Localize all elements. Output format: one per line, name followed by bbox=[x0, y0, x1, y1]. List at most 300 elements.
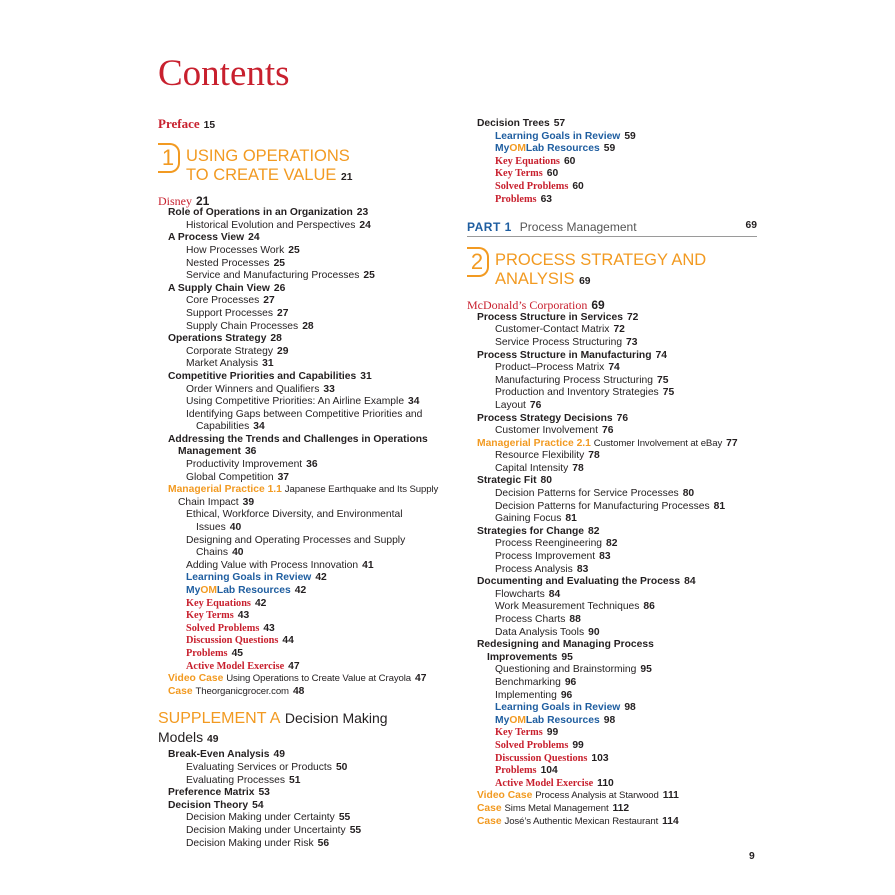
entry-title: Customer-Contact Matrix bbox=[495, 324, 610, 336]
chapter-opener[interactable] bbox=[158, 195, 458, 208]
entry-title: Strategic Fit bbox=[477, 475, 537, 487]
entry-title: Using Competitive Priorities: An Airline Example bbox=[186, 396, 405, 408]
entry-page: 72 bbox=[613, 324, 625, 336]
entry-title: Problems bbox=[186, 647, 228, 659]
entry-title: Management bbox=[178, 446, 241, 458]
feature-label: Case bbox=[477, 802, 502, 814]
entry-page: 28 bbox=[302, 320, 314, 332]
entry-page: 57 bbox=[553, 118, 566, 129]
myomlab-my: My bbox=[495, 714, 510, 726]
entry-page: 44 bbox=[282, 635, 294, 647]
toc-entry[interactable] bbox=[467, 350, 757, 363]
entry-title: Learning Goals in Review bbox=[495, 702, 621, 714]
supplement-title-line1: Decision Making bbox=[284, 710, 388, 727]
feature-label: Managerial Practice 2.1 bbox=[477, 437, 591, 449]
toc-entry[interactable] bbox=[467, 589, 757, 602]
toc-entry[interactable] bbox=[467, 131, 757, 144]
entry-title: Solved Problems bbox=[186, 622, 260, 634]
entry-title: Designing and Operating Processes and Supply bbox=[186, 534, 406, 546]
entry-page: 24 bbox=[359, 219, 371, 231]
toc-entry[interactable] bbox=[158, 560, 458, 573]
entry-title: Decision Patterns for Manufacturing Processes bbox=[495, 500, 710, 512]
entry-page: 81 bbox=[713, 500, 726, 512]
toc-entry[interactable] bbox=[467, 475, 757, 488]
toc-entries bbox=[467, 312, 757, 828]
entry-title: Core Processes bbox=[186, 295, 260, 307]
entry-title: Capabilities bbox=[196, 421, 250, 433]
entry-page: 49 bbox=[273, 749, 285, 761]
toc-entry[interactable] bbox=[467, 614, 757, 627]
toc-entry[interactable] bbox=[467, 601, 757, 614]
entry-page: 99 bbox=[546, 727, 559, 739]
part-label: PART 1 bbox=[467, 220, 512, 235]
toc-entry[interactable] bbox=[158, 409, 458, 422]
entry-title: Process Structure in Services bbox=[477, 311, 623, 323]
chapter-title-line1: PROCESS STRATEGY AND bbox=[495, 251, 707, 270]
chapter-title-line2: ANALYSIS bbox=[495, 270, 575, 289]
entry-page: 29 bbox=[277, 345, 289, 357]
entry-title: Improvements bbox=[487, 651, 558, 663]
entry-title: Customer Involvement at eBay bbox=[593, 437, 723, 449]
entry-title bbox=[495, 143, 600, 154]
entry-title: Process Charts bbox=[495, 614, 566, 625]
entry-title: Key Terms bbox=[495, 168, 543, 180]
entry-title: Chains bbox=[196, 547, 229, 559]
toc-entry[interactable] bbox=[158, 472, 458, 485]
entry-title: Manufacturing Process Structuring bbox=[495, 374, 653, 386]
toc-entry[interactable] bbox=[467, 677, 757, 690]
entry-title: Process Improvement bbox=[495, 551, 596, 563]
entry-page: 40 bbox=[232, 547, 244, 559]
entry-page: 28 bbox=[270, 333, 282, 345]
entry-title: Ethical, Workforce Diversity, and Environmental bbox=[186, 509, 403, 521]
toc-entry[interactable] bbox=[467, 324, 757, 337]
toc-entry[interactable] bbox=[467, 639, 757, 652]
toc-entry[interactable] bbox=[467, 526, 757, 539]
entry-title: Work Measurement Techniques bbox=[495, 601, 640, 613]
entry-page: 47 bbox=[288, 660, 300, 672]
entry-title: Theorganicgrocer.com bbox=[195, 685, 289, 697]
entry-page: 56 bbox=[317, 837, 330, 849]
toc-entry[interactable] bbox=[467, 715, 757, 728]
toc-entry[interactable] bbox=[467, 564, 757, 577]
entry-page: 112 bbox=[612, 802, 630, 814]
toc-entry[interactable] bbox=[158, 396, 458, 409]
entry-page: 77 bbox=[726, 437, 738, 449]
entry-title: Solved Problems bbox=[495, 180, 569, 192]
chapter-2-heading[interactable] bbox=[467, 247, 757, 291]
feature-label: Case bbox=[477, 815, 502, 827]
chapter-number-badge: 1 bbox=[158, 143, 180, 173]
entry-title: Supply Chain Processes bbox=[186, 320, 299, 332]
toc-entry[interactable] bbox=[467, 400, 757, 413]
entry-title: Operations Strategy bbox=[168, 333, 267, 345]
toc-entry[interactable] bbox=[467, 702, 757, 715]
toc-entry[interactable] bbox=[158, 321, 458, 334]
entry-title: Production and Inventory Strategies bbox=[495, 387, 659, 399]
toc-entry[interactable] bbox=[467, 450, 757, 463]
entry-page: 104 bbox=[540, 765, 558, 777]
entry-title: Layout bbox=[495, 399, 526, 411]
toc-entry[interactable] bbox=[158, 547, 458, 560]
entry-title: How Processes Work bbox=[186, 244, 285, 256]
entry-page: 74 bbox=[608, 362, 620, 374]
toc-entry[interactable] bbox=[158, 812, 458, 825]
entry-page: 43 bbox=[263, 622, 275, 634]
toc-entry[interactable] bbox=[158, 509, 458, 522]
toc-entry[interactable] bbox=[467, 362, 757, 375]
entry-page: 36 bbox=[306, 459, 318, 471]
entry-page: 86 bbox=[643, 601, 655, 613]
entry-page: 59 bbox=[624, 130, 636, 142]
entry-page: 39 bbox=[242, 496, 255, 508]
entry-title: Historical Evolution and Perspectives bbox=[186, 219, 356, 231]
entry-page: 76 bbox=[616, 412, 629, 424]
toc-entry[interactable] bbox=[158, 598, 458, 611]
entry-page: 33 bbox=[323, 383, 335, 395]
entry-page: 51 bbox=[289, 774, 301, 786]
toc-entry[interactable] bbox=[158, 572, 458, 585]
entry-title: Decision Patterns for Service Processes bbox=[495, 488, 679, 500]
toc-entry[interactable] bbox=[467, 463, 757, 476]
myomlab-my: My bbox=[186, 585, 201, 596]
entry-title: Solved Problems bbox=[495, 739, 569, 751]
toc-entry[interactable] bbox=[158, 333, 458, 346]
toc-entry[interactable] bbox=[158, 358, 458, 371]
chapter-title-line2: TO CREATE VALUE bbox=[186, 165, 337, 184]
entry-title: Data Analysis Tools bbox=[495, 626, 585, 638]
toc-entry[interactable] bbox=[158, 207, 458, 220]
entry-title: Issues bbox=[196, 522, 226, 534]
entry-page: 31 bbox=[360, 370, 372, 382]
toc-entry[interactable] bbox=[158, 308, 458, 321]
entry-page: 48 bbox=[292, 685, 305, 697]
entry-page: 54 bbox=[252, 799, 264, 811]
supplement-heading[interactable] bbox=[158, 710, 458, 749]
page-title: Contents bbox=[158, 53, 290, 94]
page-number: 9 bbox=[749, 851, 755, 862]
toc-entry[interactable] bbox=[158, 258, 458, 271]
entry-title: Discussion Questions bbox=[186, 635, 279, 647]
entry-title: Problems bbox=[495, 193, 537, 205]
toc-entry[interactable] bbox=[467, 627, 757, 640]
entry-title: Flowcharts bbox=[495, 588, 545, 600]
entry-page: 47 bbox=[415, 673, 427, 685]
entry-title: Product–Process Matrix bbox=[495, 362, 605, 374]
entry-page: 60 bbox=[546, 168, 559, 180]
entry-page: 95 bbox=[561, 651, 573, 663]
entry-title: Support Processes bbox=[186, 307, 273, 319]
entry-title: Discussion Questions bbox=[495, 752, 588, 764]
entry-title: Customer Involvement bbox=[495, 425, 599, 437]
toc-entry[interactable] bbox=[467, 387, 757, 400]
entry-page: 96 bbox=[560, 689, 573, 701]
toc-entry[interactable] bbox=[467, 168, 757, 181]
entry-page: 53 bbox=[258, 787, 270, 799]
part-page: 69 bbox=[745, 220, 757, 232]
entry-title: Using Operations to Create Value at Crayola bbox=[226, 673, 412, 685]
entry-title: A Process View bbox=[168, 232, 245, 244]
entry-page: 23 bbox=[356, 207, 369, 219]
toc-entry[interactable] bbox=[158, 232, 458, 245]
supplement-page: 49 bbox=[207, 734, 219, 746]
feature-label: Video Case bbox=[168, 673, 224, 685]
toc-entry[interactable] bbox=[467, 118, 757, 131]
entry-title: Process Strategy Decisions bbox=[477, 412, 613, 424]
toc-entry[interactable] bbox=[467, 488, 757, 501]
preface-page: 15 bbox=[203, 120, 216, 131]
toc-entry[interactable] bbox=[467, 551, 757, 564]
entry-page: 55 bbox=[338, 812, 351, 824]
feature-label: Video Case bbox=[477, 790, 533, 802]
entry-title: Productivity Improvement bbox=[186, 459, 303, 471]
toc-entry[interactable] bbox=[467, 803, 757, 816]
toc-entry[interactable] bbox=[467, 513, 757, 526]
toc-entry[interactable] bbox=[158, 522, 458, 535]
toc-entry[interactable] bbox=[158, 686, 458, 699]
myomlab-lab: Lab Resources bbox=[216, 585, 291, 596]
entry-page: 75 bbox=[656, 374, 669, 386]
entry-page: 34 bbox=[408, 396, 420, 408]
entry-title: Key Equations bbox=[186, 597, 251, 609]
toc-entry[interactable] bbox=[467, 156, 757, 169]
entry-title: Key Equations bbox=[495, 155, 560, 167]
toc-entry[interactable] bbox=[467, 765, 757, 778]
entry-title: Resource Flexibility bbox=[495, 450, 585, 462]
entry-page: 25 bbox=[273, 257, 286, 269]
entry-title: Decision Making under Uncertainty bbox=[186, 824, 346, 836]
entry-page: 45 bbox=[231, 647, 244, 659]
toc-entry[interactable] bbox=[158, 585, 458, 598]
toc-entry[interactable] bbox=[158, 673, 458, 686]
entry-title: Learning Goals in Review bbox=[495, 130, 621, 142]
entry-title: Process Analysis at Starwood bbox=[535, 790, 659, 802]
entry-page: 63 bbox=[540, 193, 553, 205]
toc-entry[interactable] bbox=[467, 312, 757, 325]
toc-entry[interactable] bbox=[158, 484, 458, 497]
entry-page: 78 bbox=[588, 450, 600, 462]
toc-entry[interactable] bbox=[467, 538, 757, 551]
entry-title: Decision Trees bbox=[477, 118, 550, 129]
entry-page: 75 bbox=[662, 387, 675, 399]
toc-entry[interactable] bbox=[467, 816, 757, 829]
feature-label: Managerial Practice 1.1 bbox=[168, 484, 282, 496]
toc-entry[interactable] bbox=[467, 413, 757, 426]
feature-label: Case bbox=[168, 685, 193, 697]
entry-title: Competitive Priorities and Capabilities bbox=[168, 370, 357, 382]
entry-page: 80 bbox=[540, 475, 552, 487]
toc-entry[interactable] bbox=[158, 775, 458, 788]
entry-title: Process Structure in Manufacturing bbox=[477, 349, 652, 361]
toc-entry[interactable] bbox=[467, 727, 757, 740]
entry-title: Nested Processes bbox=[186, 257, 270, 269]
entry-title: Evaluating Services or Products bbox=[186, 761, 332, 773]
entry-title: Decision Making under Certainty bbox=[186, 812, 335, 824]
toc-entry[interactable] bbox=[158, 371, 458, 384]
myomlab-my: My bbox=[495, 143, 510, 155]
part-title: Process Management bbox=[519, 220, 637, 235]
entry-page: 81 bbox=[565, 513, 577, 525]
toc-entry[interactable] bbox=[158, 838, 458, 851]
toc-entry[interactable] bbox=[158, 610, 458, 623]
toc-entry[interactable] bbox=[467, 690, 757, 703]
entry-page: 55 bbox=[349, 824, 362, 836]
entry-title: Capital Intensity bbox=[495, 462, 569, 474]
toc-entries bbox=[467, 118, 757, 206]
entry-page: 78 bbox=[572, 462, 584, 474]
entry-title: Service Process Structuring bbox=[495, 336, 623, 348]
toc-entry[interactable] bbox=[467, 438, 757, 451]
entry-page: 73 bbox=[626, 336, 638, 348]
entry-page: 74 bbox=[655, 349, 667, 361]
entry-title: Global Competition bbox=[186, 471, 274, 483]
entry-title: A Supply Chain View bbox=[168, 282, 270, 294]
entry-title: Break-Even Analysis bbox=[168, 749, 270, 761]
myomlab-om: OM bbox=[200, 585, 217, 596]
entry-page: 114 bbox=[662, 815, 679, 827]
entry-page: 41 bbox=[362, 559, 374, 571]
toc-entry[interactable] bbox=[158, 421, 458, 434]
toc-entry[interactable] bbox=[467, 375, 757, 388]
chapter-page: 69 bbox=[579, 276, 591, 288]
entry-title: Sims Metal Management bbox=[504, 802, 609, 814]
entry-page: 27 bbox=[277, 307, 289, 319]
toc-entry[interactable] bbox=[158, 661, 458, 674]
toc-entry[interactable] bbox=[158, 535, 458, 548]
entry-title: Key Terms bbox=[495, 727, 543, 739]
entry-title: Evaluating Processes bbox=[186, 774, 286, 786]
toc-entry[interactable] bbox=[467, 337, 757, 350]
opener-page: 69 bbox=[591, 298, 605, 313]
entry-title: Japanese Earthquake and Its Supply bbox=[284, 484, 439, 496]
toc-entry[interactable] bbox=[158, 434, 458, 447]
toc-entry[interactable] bbox=[158, 283, 458, 296]
toc-entry[interactable] bbox=[158, 384, 458, 397]
toc-entry[interactable] bbox=[467, 778, 757, 791]
entry-page: 26 bbox=[273, 282, 286, 294]
opener-label: Disney bbox=[158, 193, 192, 208]
supplement-title-line2: Models bbox=[158, 729, 204, 746]
entry-title: Strategies for Change bbox=[477, 525, 584, 537]
toc-entry[interactable] bbox=[158, 220, 458, 233]
entry-title: Redesigning and Managing Process bbox=[477, 639, 654, 651]
toc-entry[interactable] bbox=[467, 143, 757, 156]
entry-title: Decision Making under Risk bbox=[186, 837, 314, 849]
part-heading[interactable] bbox=[467, 220, 757, 237]
entry-title: Questioning and Brainstorming bbox=[495, 664, 637, 676]
right-column bbox=[467, 118, 757, 828]
toc-entry[interactable] bbox=[158, 825, 458, 838]
entry-title: Preference Matrix bbox=[168, 787, 255, 799]
entry-page: 27 bbox=[263, 295, 275, 307]
toc-entry[interactable] bbox=[158, 459, 458, 472]
entry-title: Implementing bbox=[495, 689, 557, 701]
chapter-title-line1: USING OPERATIONS bbox=[186, 146, 350, 165]
toc-entry[interactable] bbox=[158, 446, 458, 459]
entry-page: 83 bbox=[599, 551, 611, 563]
entry-page: 80 bbox=[682, 488, 695, 500]
entry-title: Process Reengineering bbox=[495, 538, 603, 550]
entry-page: 72 bbox=[626, 311, 639, 323]
entry-title: José’s Authentic Mexican Restaurant bbox=[504, 815, 659, 827]
entry-title: Chain Impact bbox=[178, 496, 239, 508]
toc-entry[interactable] bbox=[158, 648, 458, 661]
toc-entry[interactable] bbox=[467, 425, 757, 438]
toc-entry[interactable] bbox=[467, 753, 757, 766]
entry-title: Benchmarking bbox=[495, 676, 561, 688]
entry-page: 84 bbox=[548, 588, 561, 600]
toc-entry[interactable] bbox=[158, 787, 458, 800]
entry-title: Learning Goals in Review bbox=[186, 572, 312, 584]
entry-page: 82 bbox=[606, 538, 618, 550]
entry-title: Service and Manufacturing Processes bbox=[186, 270, 360, 282]
toc-entry[interactable] bbox=[467, 501, 757, 514]
myomlab-om: OM bbox=[509, 714, 526, 726]
entry-page: 95 bbox=[640, 664, 652, 676]
opener-label: McDonald’s Corporation bbox=[467, 298, 588, 313]
toc-entry[interactable] bbox=[467, 740, 757, 753]
entry-page: 59 bbox=[603, 143, 616, 155]
entry-page: 98 bbox=[624, 702, 636, 714]
toc-entry[interactable] bbox=[158, 295, 458, 308]
toc-entry[interactable] bbox=[158, 346, 458, 359]
chapter-opener[interactable] bbox=[467, 299, 757, 312]
entry-title: Decision Theory bbox=[168, 799, 249, 811]
entry-page: 103 bbox=[591, 752, 609, 764]
toc-entry[interactable] bbox=[158, 749, 458, 762]
toc-entry[interactable] bbox=[158, 623, 458, 636]
entry-title: Problems bbox=[495, 765, 537, 777]
preface-label: Preface bbox=[158, 116, 200, 131]
entry-title: Process Analysis bbox=[495, 563, 573, 575]
entry-page: 82 bbox=[588, 525, 600, 537]
entry-page: 42 bbox=[315, 572, 327, 584]
entry-page: 31 bbox=[262, 358, 274, 370]
toc-entry[interactable] bbox=[158, 635, 458, 648]
toc-entry[interactable] bbox=[158, 800, 458, 813]
chapter-1-heading[interactable] bbox=[158, 143, 458, 187]
entry-title: Market Analysis bbox=[186, 358, 259, 370]
toc-entry[interactable] bbox=[467, 181, 757, 194]
entry-page: 99 bbox=[572, 739, 584, 751]
entry-page: 25 bbox=[363, 270, 375, 282]
entry-page: 84 bbox=[684, 576, 696, 588]
entry-title: Key Terms bbox=[186, 610, 234, 622]
entry-title: Order Winners and Qualifiers bbox=[186, 383, 320, 395]
opener-page: 21 bbox=[196, 193, 210, 208]
toc-entry[interactable] bbox=[467, 194, 757, 207]
entry-page: 36 bbox=[244, 446, 257, 458]
preface-entry[interactable] bbox=[158, 118, 458, 133]
entry-page: 43 bbox=[237, 610, 250, 622]
toc-entry[interactable] bbox=[467, 652, 757, 665]
entry-page: 34 bbox=[253, 421, 265, 433]
entry-title bbox=[186, 585, 291, 596]
toc-entry[interactable] bbox=[158, 497, 458, 510]
toc-entry[interactable] bbox=[158, 270, 458, 283]
entry-title: Corporate Strategy bbox=[186, 345, 273, 357]
toc-entry[interactable] bbox=[467, 790, 757, 803]
toc-entry[interactable] bbox=[467, 664, 757, 677]
toc-entry[interactable] bbox=[158, 762, 458, 775]
toc-entries bbox=[158, 749, 458, 850]
entry-title: Adding Value with Process Innovation bbox=[186, 559, 359, 571]
toc-entry[interactable] bbox=[158, 245, 458, 258]
toc-entry[interactable] bbox=[467, 576, 757, 589]
entry-page: 83 bbox=[576, 563, 589, 575]
entry-page: 42 bbox=[254, 597, 267, 609]
chapter-number-badge: 2 bbox=[467, 247, 489, 277]
